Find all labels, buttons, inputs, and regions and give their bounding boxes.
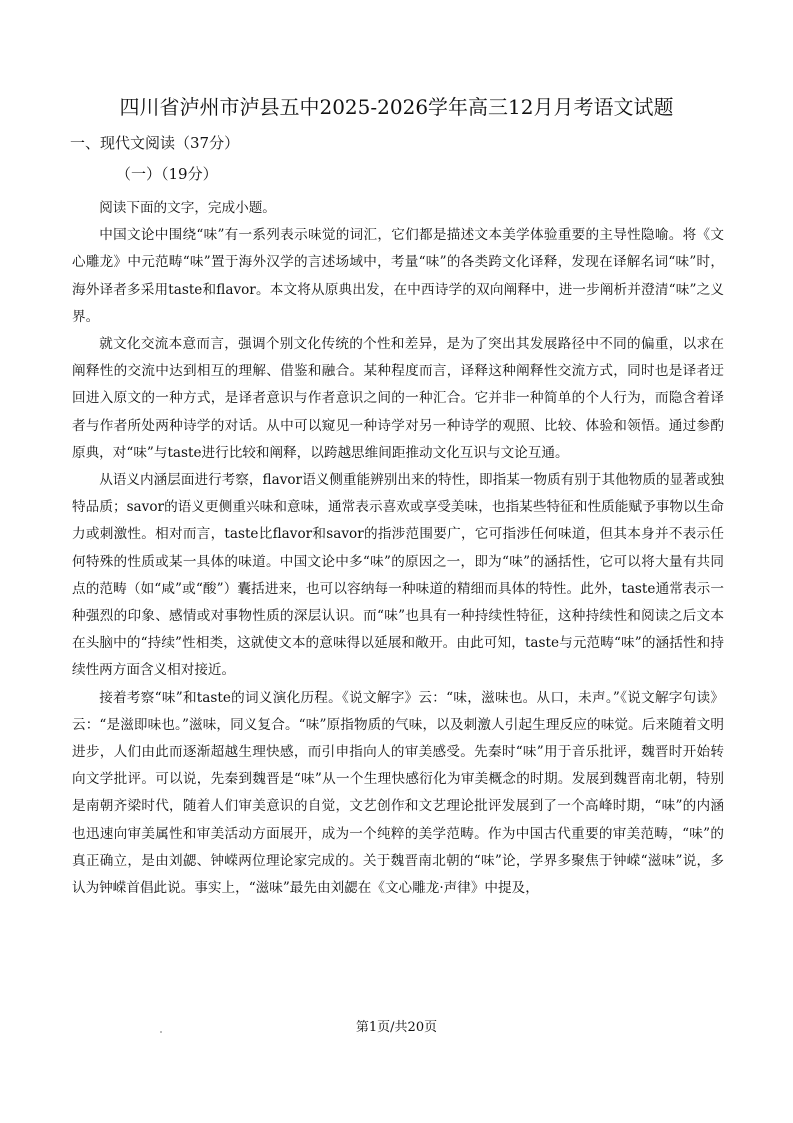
subsection-heading: （一）（19分） [116, 165, 218, 183]
document-title: 四川省泸州市泸县五中2025-2026学年高三12月月考语文试题 [119, 95, 674, 119]
section-heading: 一、现代文阅读（37分） [70, 134, 240, 152]
instruction-text: 阅读下面的文字，完成小题。 [99, 200, 276, 216]
page-number-footer: 第1页/共20页 [355, 1020, 438, 1035]
paragraph-2: 就文化交流本意而言，强调个别文化传统的个性和差异，是为了突出其发展路径中不同的偏重，以求在阐释性的交流中达到相互的理解、借鉴和融合。某种程度而言，译释这种阐释性交流方式，同时也是译者迂回进入原文的一种方式，是译者意识与作者意识之间的一种汇合。它并非一种简单的个人行为，而隐含着译者与作者所处两种诗学的对话。从中可以窥见一种诗学对另一种诗学的观照、比较、体验和领悟。通过参酌原典，对“味”与taste进行比较和阐释，以跨越思维间距推动文化互识与文论互通。 [72, 336, 724, 461]
paragraph-1: 中国文论中围绕“味”有一系列表示味觉的词汇，它们都是描述文本美学体验重要的主导性隐喻。将《文心雕龙》中元范畴“味”置于海外汉学的言述场域中，考量“味”的各类跨文化译释，发现在译解名词“味”时，海外译者多采用taste和flavor。本文将从原典出发，在中西诗学的双向阐释中，进一步阐析并澄清“味”之义界。 [72, 227, 724, 325]
document-body [72, 195, 724, 902]
paragraph-3: 从语义内涵层面进行考察，flavor语义侧重能辨别出来的特性，即指某一物质有别于其他物质的显著或独特品质；savor的语义更侧重兴味和意味，通常表示喜欢或享受美味，也指某些特征和性质能赋予事物以生命力或刺激性。相对而言，taste比flavor和savor的指涉范围要广，它可指涉任何味道，但其本身并不表示任何特殊的性质或某一具体的味道。中国文论中多“味”的原因之一，即为“味”的涵括性，它可以将大量有共同点的范畴（如“咸”或“酸”）囊括进来，也可以容纳每一种味道的精细而具体的特性。此外，taste通常表示一种强烈的印象、感情或对事物性质的深层认识。而“味”也具有一种持续性特征，这种持续性和阅读之后文本在头脑中的“持续”性相类，这就使文本的意味得以延展和敞开。由此可知，taste与元范畴“味”的涵括性和持续性两方面含义相对接近。 [72, 472, 724, 679]
paragraph-4: 接着考察“味”和taste的词义演化历程。《说文解字》云：“味，滋味也。从口，未声。”《说文解字句读》云：“是滋即味也。”滋味，同义复合。“味”原指物质的气味，以及刺激人引起生理反应的味觉。后来随着文明进步，人们由此而逐渐超越生理快感，而引申指向人的审美感受。先秦时“味”用于音乐批评，魏晋时开始转向文学批评。可以说，先秦到魏晋是“味”从一个生理快感衍化为审美概念的时期。发展到魏晋南北朝，特别是南朝齐梁时代，随着人们审美意识的自觉，文艺创作和文艺理论批评发展到了一个高峰时期，“味”的内涵也迅速向审美属性和审美活动方面展开，成为一个纯粹的美学范畴。作为中国古代重要的审美范畴，“味”的真正确立，是由刘勰、钟嵘两位理论家完成的。关于魏晋南北朝的“味”论，学界多聚焦于钟嵘“滋味”说，多认为钟嵘首倡此说。事实上，“滋味”最先由刘勰在《文心雕龙·声律》中提及， [72, 689, 724, 897]
